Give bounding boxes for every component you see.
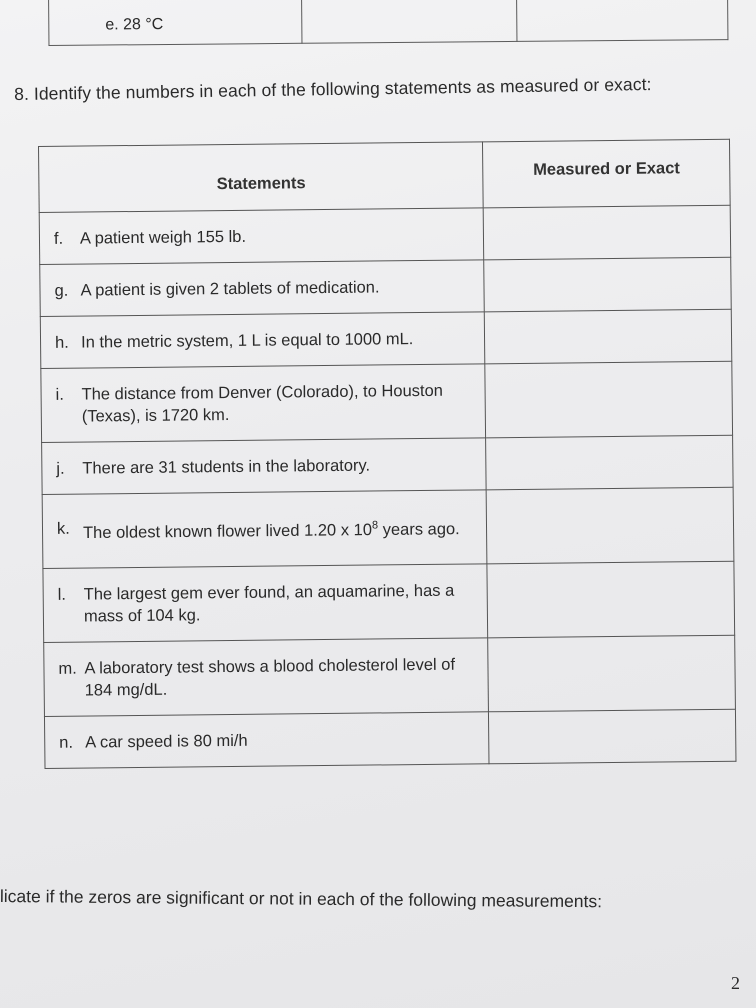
- statement-cell: [44, 712, 489, 769]
- statement-text: A patient weigh 155 lb.: [79, 227, 247, 248]
- answer-cell: [487, 561, 734, 638]
- item-text: 28 °C: [123, 15, 164, 34]
- statement-text-part: The oldest known flower lived 1.20 x 10: [82, 521, 373, 543]
- table-cell: [49, 0, 302, 45]
- header-statements: Statements: [39, 142, 484, 213]
- statement-cell: [40, 312, 485, 369]
- answer-cell: [516, 0, 727, 41]
- exponent: 8: [371, 519, 379, 532]
- table-row: [44, 709, 736, 768]
- table-row: [44, 635, 736, 716]
- table-row: [41, 361, 733, 442]
- item-label: g.: [54, 281, 69, 300]
- item-label: l.: [57, 585, 67, 604]
- statement-text: The largest gem ever found, an aquamarine, has a mass of 104 kg.: [83, 581, 455, 626]
- statement-text: There are 31 students in the laboratory.: [82, 456, 371, 478]
- statement-cell: [41, 364, 486, 443]
- item-label: k.: [56, 519, 70, 539]
- answer-cell: [484, 205, 731, 260]
- statement-text: A laboratory test shows a blood cholesterol level of 184 mg/dL.: [84, 655, 456, 700]
- item-label: h.: [54, 333, 69, 352]
- statement-text: A car speed is 80 mi/h: [85, 731, 248, 752]
- answer-cell: [487, 487, 734, 564]
- answer-cell: [486, 435, 733, 490]
- table-row: [43, 561, 735, 642]
- statement-text-part: years ago.: [377, 520, 460, 540]
- question-8: 8. Identify the numbers in each of the following statements as measured or exact:: [14, 73, 652, 104]
- statement-cell: [39, 208, 484, 265]
- answer-cell: [484, 257, 731, 312]
- statement-text: [83, 514, 479, 545]
- statement-cell: [44, 638, 489, 717]
- answer-cell: [485, 361, 732, 438]
- statement-cell: [42, 438, 487, 495]
- answer-cell: [488, 635, 735, 712]
- statement-text: The distance from Denver (Colorado), to Houston (Texas), is 1720 km.: [81, 381, 444, 426]
- item-label: n.: [59, 733, 74, 752]
- answer-cell: [485, 309, 732, 364]
- previous-question-table: [48, 0, 728, 46]
- measured-exact-table: [38, 139, 736, 769]
- table-row: [42, 487, 734, 568]
- item-label: j.: [56, 459, 65, 478]
- statement-cell: [42, 490, 487, 569]
- table-row: [40, 257, 732, 316]
- statement-text: A patient is given 2 tablets of medication.: [80, 277, 380, 300]
- answer-cell: [301, 0, 516, 43]
- next-question: licate if the zeros are significant or not in each of the following measurements:: [0, 886, 603, 912]
- statement-cell: [40, 260, 485, 317]
- item-label: e.: [105, 16, 119, 34]
- item-label: f.: [53, 229, 64, 248]
- header-measured-or-exact: Measured or Exact: [483, 139, 730, 208]
- table-row: [39, 205, 731, 264]
- statement-text: In the metric system, 1 L is equal to 1000 mL.: [80, 329, 414, 352]
- table-row: [42, 435, 734, 494]
- table-row: [40, 309, 732, 368]
- table-header-row: [39, 139, 731, 212]
- item-label: i.: [55, 385, 64, 404]
- page-number: 2: [731, 973, 740, 993]
- answer-cell: [489, 709, 736, 764]
- item-label: m.: [58, 659, 77, 678]
- statement-cell: [43, 564, 488, 643]
- table-row: [49, 0, 728, 45]
